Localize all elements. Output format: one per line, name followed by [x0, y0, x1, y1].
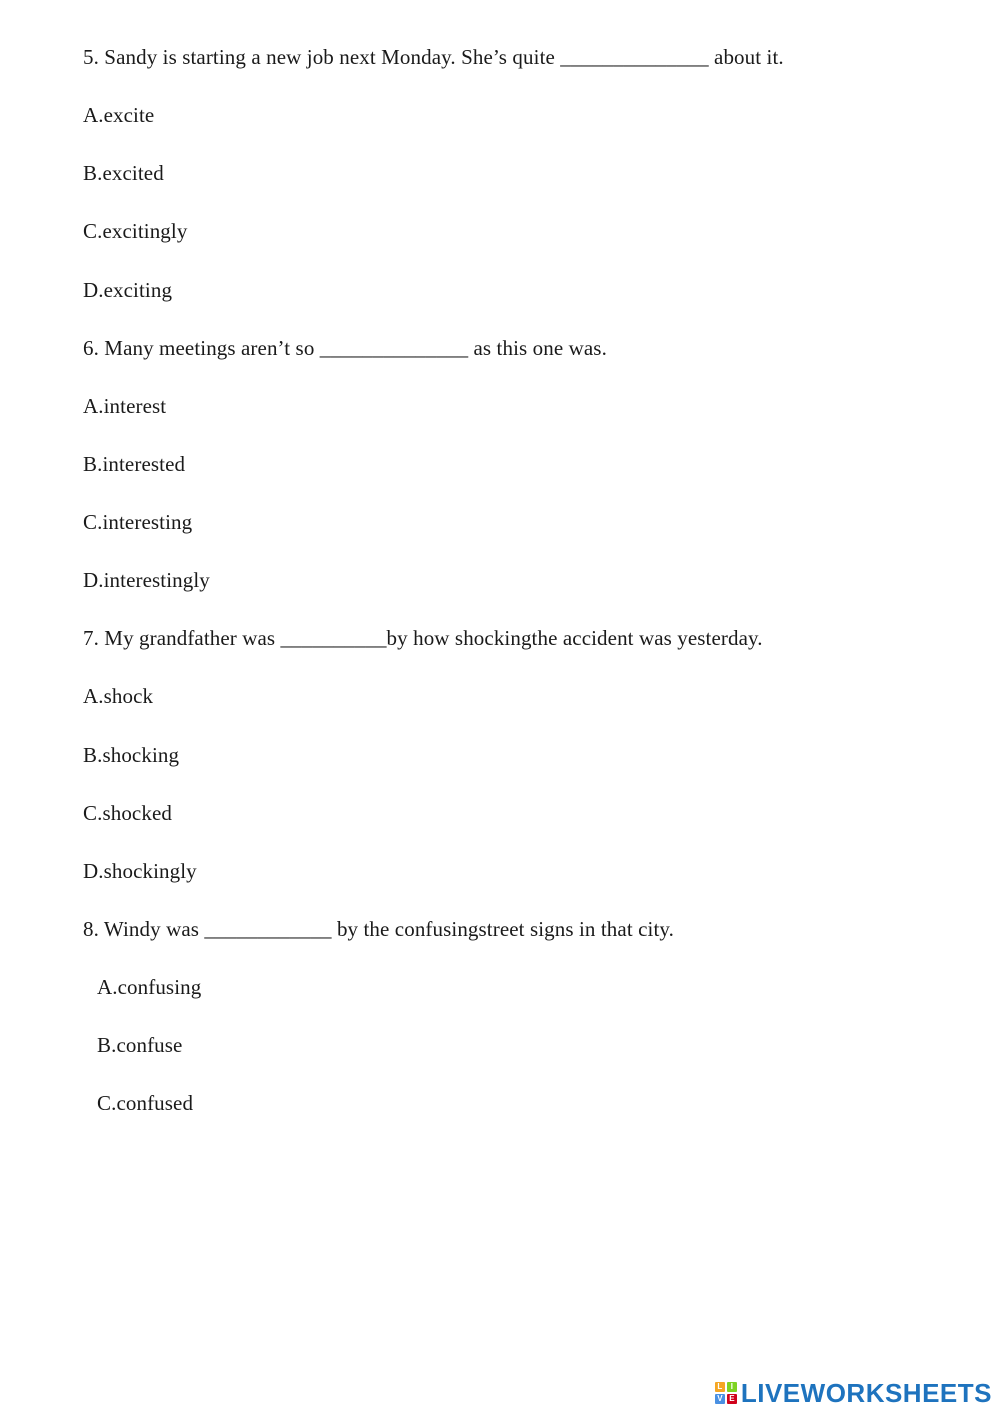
logo-mark-tile: I	[727, 1382, 737, 1392]
liveworksheets-logo-mark-icon	[715, 1382, 737, 1404]
question-8-option-b[interactable]: B.confuse	[97, 1033, 183, 1057]
question-6-option-a[interactable]: A.interest	[83, 394, 167, 418]
question-7-prompt: 7. My grandfather was __________by how shockingthe accident was yesterday.	[83, 626, 763, 650]
question-7-option-d[interactable]: D.shockingly	[83, 859, 197, 883]
question-6-option-d[interactable]: D.interestingly	[83, 568, 210, 592]
question-6-option-c[interactable]: C.interesting	[83, 510, 193, 534]
logo-mark-tile: E	[727, 1394, 737, 1404]
question-5-option-d[interactable]: D.exciting	[83, 278, 173, 302]
logo-mark-tile: L	[715, 1382, 725, 1392]
question-5-option-b[interactable]: B.excited	[83, 161, 164, 185]
question-8-option-a[interactable]: A.confusing	[97, 975, 202, 999]
question-7-option-c[interactable]: C.shocked	[83, 801, 172, 825]
logo-text: LIVEWORKSHEETS	[740, 1377, 992, 1408]
question-5-prompt: 5. Sandy is starting a new job next Monday. She’s quite ______________ about it.	[83, 45, 784, 69]
question-5-option-a[interactable]: A.excite	[83, 103, 155, 127]
question-5-option-c[interactable]: C.excitingly	[83, 219, 188, 243]
question-8-option-c[interactable]: C.confused	[97, 1091, 194, 1115]
logo-mark-tile: V	[715, 1394, 725, 1404]
liveworksheets-logo	[715, 1376, 992, 1410]
question-8-prompt: 8. Windy was ____________ by the confusingstreet signs in that city.	[83, 917, 674, 941]
question-6-prompt: 6. Many meetings aren’t so ______________ as this one was.	[83, 336, 607, 360]
question-6-option-b[interactable]: B.interested	[83, 452, 186, 476]
question-7-option-b[interactable]: B.shocking	[83, 743, 180, 767]
question-7-option-a[interactable]: A.shock	[83, 684, 154, 708]
